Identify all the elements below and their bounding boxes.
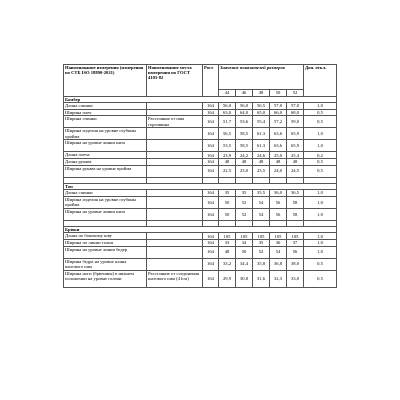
size-value: 48 xyxy=(219,158,236,165)
tolerance-value: 0,5 xyxy=(304,270,337,287)
measurement-name: Ширина на уровне линии низа xyxy=(64,208,147,220)
header-size: 50 xyxy=(270,90,287,97)
tolerance-value: 0,5 xyxy=(304,165,337,177)
size-value: 50 xyxy=(219,208,236,220)
height-value: 164 xyxy=(203,152,219,159)
measurement-name: Ширина плеч xyxy=(64,109,147,116)
size-value: 105 xyxy=(270,233,287,240)
size-value: 63,6 xyxy=(270,140,287,152)
height-value: 164 xyxy=(203,239,219,246)
header-size: 48 xyxy=(253,90,270,97)
header-size: 44 xyxy=(219,90,236,97)
size-value: 57,0 xyxy=(270,103,287,110)
measurement-name: Ширина спинки xyxy=(64,116,147,128)
table-row xyxy=(64,196,337,208)
table-row xyxy=(64,103,337,110)
size-value: 105 xyxy=(236,233,253,240)
size-value: 50 xyxy=(236,246,253,258)
tolerance-value: 1,0 xyxy=(304,233,337,240)
height-value: 164 xyxy=(203,246,219,258)
size-value: 25,0 xyxy=(270,152,287,159)
measurement-place xyxy=(147,152,203,159)
size-value: 105 xyxy=(219,233,236,240)
section-title-row xyxy=(64,96,337,103)
measurement-place xyxy=(147,196,203,208)
tolerance-value: 1,0 xyxy=(304,208,337,220)
measurement-name: Ширина на уровне линии низа xyxy=(64,140,147,152)
size-value: 65,9 xyxy=(287,140,304,152)
size-value: 36,0 xyxy=(270,190,287,197)
measurement-name: Длина спинки xyxy=(64,190,147,197)
height-value: 164 xyxy=(203,109,219,116)
measurement-name: Ширина на уровне линии бедер xyxy=(64,246,147,258)
section-title-row xyxy=(64,183,337,190)
tolerance-value: 0,5 xyxy=(304,109,337,116)
size-value: 24,6 xyxy=(253,152,270,159)
size-value: 58,5 xyxy=(236,128,253,140)
height-value: 164 xyxy=(203,258,219,270)
size-value: 34,4 xyxy=(236,258,253,270)
size-value: 24,5 xyxy=(287,165,304,177)
size-value: 66,0 xyxy=(270,109,287,116)
tolerance-value: 1,0 xyxy=(304,190,337,197)
size-value: 53,6 xyxy=(236,116,253,128)
measurement-place xyxy=(147,109,203,116)
measurement-place xyxy=(147,140,203,152)
size-value: 22,5 xyxy=(219,165,236,177)
size-value: 53,5 xyxy=(219,140,236,152)
size-table-document xyxy=(63,64,336,288)
size-value: 58,5 xyxy=(236,140,253,152)
tolerance-value: 0,5 xyxy=(304,258,337,270)
header-name: Наименование измерения (измерения по СТБ ISO 18890-2021) xyxy=(64,65,147,97)
measurement-name: Ширина рукава на уровне пройма xyxy=(64,165,147,177)
table-row xyxy=(64,233,337,240)
measurement-name: Длина плеча xyxy=(64,152,147,159)
size-value: 29,9 xyxy=(219,270,236,287)
height-value: 164 xyxy=(203,190,219,197)
tolerance-value: 1,0 xyxy=(304,140,337,152)
table-row xyxy=(64,140,337,152)
measurement-place xyxy=(147,158,203,165)
size-value: 35,8 xyxy=(253,258,270,270)
section-title: Брюки xyxy=(64,226,337,233)
table-row xyxy=(64,258,337,270)
table-body xyxy=(64,65,337,288)
size-value: 32,3 xyxy=(270,270,287,287)
table-row xyxy=(64,239,337,246)
tolerance-value: 1,0 xyxy=(304,128,337,140)
height-value: 164 xyxy=(203,116,219,128)
table-row xyxy=(64,152,337,159)
measurement-name: Длина рукава xyxy=(64,158,147,165)
size-value: 57,0 xyxy=(287,103,304,110)
header-size: 46 xyxy=(236,90,253,97)
size-value: 56,5 xyxy=(253,103,270,110)
table-row xyxy=(64,270,337,287)
size-value: 24,2 xyxy=(236,152,253,159)
measurement-place xyxy=(147,128,203,140)
measurement-name: Ширина по линии талии xyxy=(64,239,147,246)
measurement-place xyxy=(147,239,203,246)
size-value: 35 xyxy=(236,190,253,197)
size-value: 35 xyxy=(219,190,236,197)
measurement-name: Ширина ноги (брючины) в нижнем положении на уровне голени xyxy=(64,270,147,287)
size-value: 30,8 xyxy=(236,270,253,287)
measurement-place xyxy=(147,103,203,110)
section-title: Топ xyxy=(64,183,337,190)
size-value: 68,0 xyxy=(287,109,304,116)
size-value: 24,0 xyxy=(270,165,287,177)
table-row xyxy=(64,165,337,177)
size-value: 33,0 xyxy=(287,270,304,287)
height-value: 164 xyxy=(203,158,219,165)
measurement-place xyxy=(147,190,203,197)
section-title: Бомбер xyxy=(64,96,337,103)
size-value: 56 xyxy=(287,246,304,258)
tolerance-value: 1,0 xyxy=(304,246,337,258)
measurement-place: Расстояние от шва горловины xyxy=(147,116,203,128)
header-place: Наименование места измерения по ГОСТ 4103-82 xyxy=(147,65,203,97)
table-row xyxy=(64,128,337,140)
size-value: 56 xyxy=(270,196,287,208)
tolerance-value: 1,0 xyxy=(304,103,337,110)
size-value: 48 xyxy=(253,158,270,165)
size-value: 48 xyxy=(236,158,253,165)
size-value: 61,3 xyxy=(253,128,270,140)
tolerance-value: 1,0 xyxy=(304,196,337,208)
height-value: 164 xyxy=(203,208,219,220)
size-value: 48 xyxy=(219,246,236,258)
size-value: 35,5 xyxy=(253,190,270,197)
measurement-place: Расстояние от соединения шагового шва (41см) xyxy=(147,270,203,287)
tolerance-value: 0,5 xyxy=(304,158,337,165)
size-value: 52 xyxy=(236,196,253,208)
size-value: 36,8 xyxy=(270,258,287,270)
header-tolerance: Доп. откл. xyxy=(304,65,337,97)
size-value: 56,0 xyxy=(236,103,253,110)
measurement-name: Ширина бедра на уровне клина шагового шва xyxy=(64,258,147,270)
size-value: 105 xyxy=(287,233,304,240)
height-value: 164 xyxy=(203,270,219,287)
table-row xyxy=(64,116,337,128)
measurement-name: Длина по боковому шву xyxy=(64,233,147,240)
measurement-place xyxy=(147,233,203,240)
tolerance-value: 0,2 xyxy=(304,152,337,159)
size-value: 56,5 xyxy=(219,128,236,140)
size-value: 57,2 xyxy=(270,116,287,128)
size-value: 23,0 xyxy=(236,165,253,177)
measurement-name: Ширина изделия на уровне глубины пройма xyxy=(64,196,147,208)
size-value: 36 xyxy=(270,239,287,246)
size-value: 59,0 xyxy=(287,116,304,128)
height-value: 164 xyxy=(203,103,219,110)
tolerance-value: 0,5 xyxy=(304,116,337,128)
header-height: Рост xyxy=(203,65,219,97)
measurement-place xyxy=(147,165,203,177)
size-value: 33 xyxy=(219,239,236,246)
size-value: 64,0 xyxy=(236,109,253,116)
measurement-place xyxy=(147,208,203,220)
size-value: 25,4 xyxy=(287,152,304,159)
size-value: 37 xyxy=(287,239,304,246)
table-row xyxy=(64,208,337,220)
height-value: 164 xyxy=(203,165,219,177)
size-value: 56 xyxy=(270,208,287,220)
table-header-row xyxy=(64,65,337,90)
size-value: 54 xyxy=(253,196,270,208)
header-values: Значение показателей размеров xyxy=(219,65,304,90)
size-value: 38,0 xyxy=(287,258,304,270)
size-value: 105 xyxy=(253,233,270,240)
size-value: 52 xyxy=(236,208,253,220)
size-value: 36,5 xyxy=(287,190,304,197)
size-value: 50 xyxy=(219,196,236,208)
size-value: 56,0 xyxy=(219,103,236,110)
size-value: 65,0 xyxy=(253,109,270,116)
measurement-name: Ширина изделия на уровне глубины пройма xyxy=(64,128,147,140)
height-value: 164 xyxy=(203,233,219,240)
size-value: 55,4 xyxy=(253,116,270,128)
size-value: 65,9 xyxy=(287,128,304,140)
size-value: 34 xyxy=(236,239,253,246)
size-value: 35 xyxy=(253,239,270,246)
size-value: 63,6 xyxy=(270,128,287,140)
table-row xyxy=(64,190,337,197)
height-value: 164 xyxy=(203,196,219,208)
size-value: 54 xyxy=(253,208,270,220)
size-value: 52 xyxy=(253,246,270,258)
table-row xyxy=(64,158,337,165)
size-value: 48 xyxy=(287,158,304,165)
table-row xyxy=(64,109,337,116)
section-title-row xyxy=(64,226,337,233)
measurement-table xyxy=(63,64,337,288)
size-value: 54 xyxy=(270,246,287,258)
measurement-place xyxy=(147,246,203,258)
size-value: 48 xyxy=(270,158,287,165)
measurement-place xyxy=(147,258,203,270)
size-value: 58 xyxy=(287,196,304,208)
size-value: 51,7 xyxy=(219,116,236,128)
size-value: 61,3 xyxy=(253,140,270,152)
size-value: 58 xyxy=(287,208,304,220)
height-value: 164 xyxy=(203,128,219,140)
tolerance-value: 1,0 xyxy=(304,239,337,246)
header-size: 52 xyxy=(287,90,304,97)
height-value: 164 xyxy=(203,140,219,152)
size-value: 63,0 xyxy=(219,109,236,116)
size-value: 23,9 xyxy=(219,152,236,159)
table-row xyxy=(64,246,337,258)
size-value: 33,2 xyxy=(219,258,236,270)
measurement-name: Длина спинки xyxy=(64,103,147,110)
size-value: 23,5 xyxy=(253,165,270,177)
size-value: 31,6 xyxy=(253,270,270,287)
